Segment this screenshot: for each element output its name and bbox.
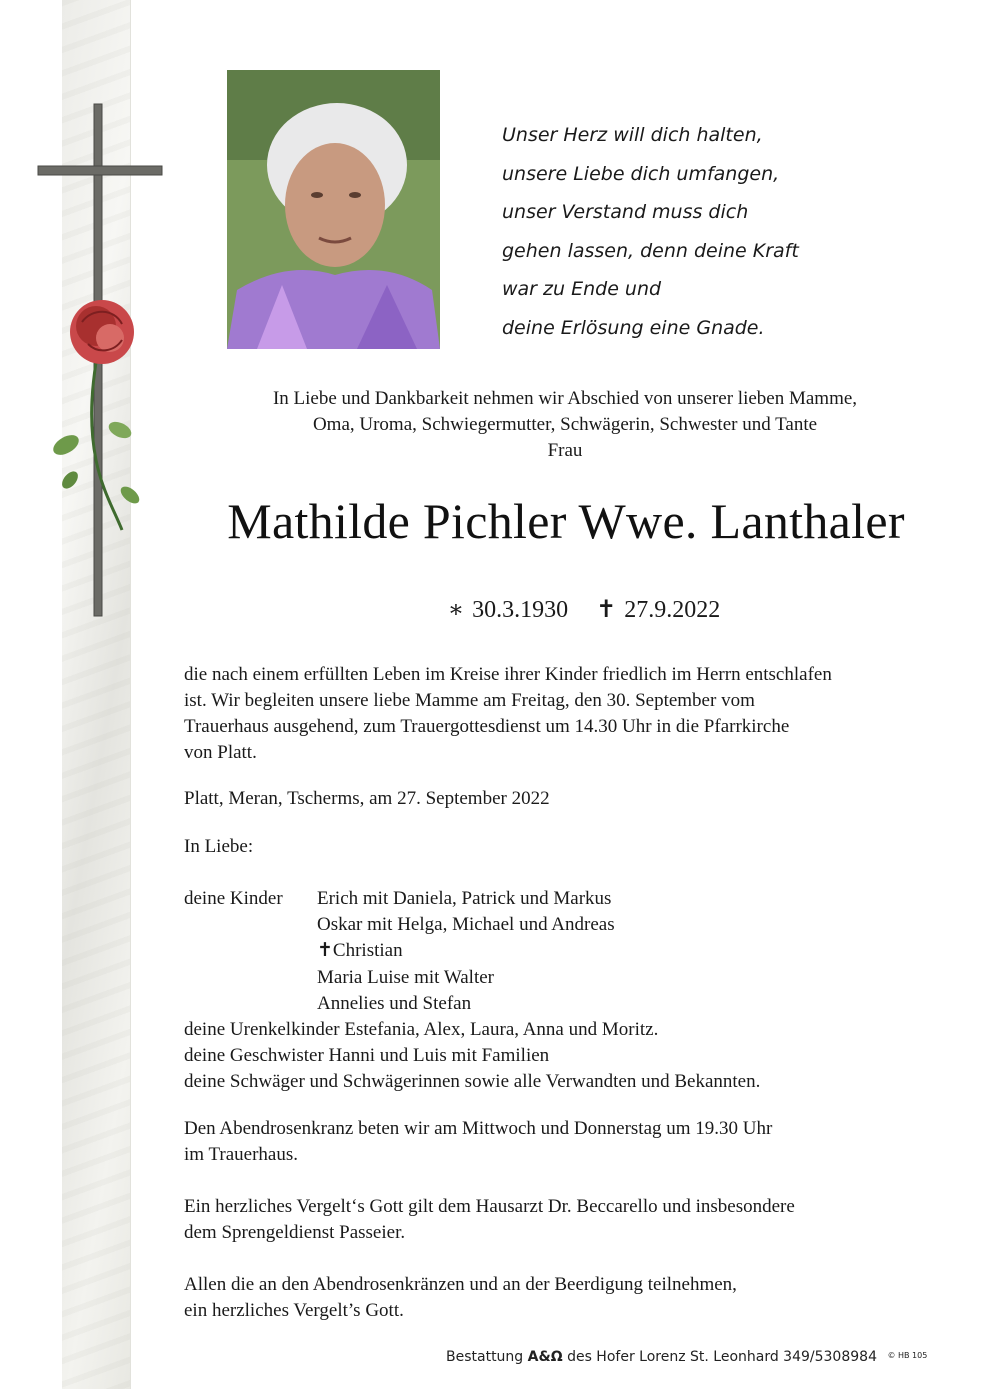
intro-line: Oma, Uroma, Schwiegermutter, Schwägerin, Schwester und Tante: [312, 414, 818, 435]
family-row: [184, 1017, 954, 1043]
closing-paragraph: [184, 1272, 954, 1324]
announcement-paragraph: [184, 662, 954, 766]
rosary-line: im Trauerhaus.: [184, 1144, 298, 1165]
poem-line: gehen lassen, denn deine Kraft: [502, 239, 799, 262]
child-entry: Annelies und Stefan: [317, 992, 472, 1014]
relatives-entry: deine Geschwister Hanni und Luis mit Familien: [184, 1045, 550, 1067]
closing-line: Allen die an den Abendrosenkränzen und an der Beerdigung teilnehmen,: [184, 1274, 737, 1295]
closing-line: ein herzliches Vergelt’s Gott.: [184, 1300, 404, 1321]
rosary-line: Den Abendrosenkranz beten wir am Mittwoch und Donnerstag um 19.30 Uhr: [184, 1118, 773, 1139]
poem-line: unser Verstand muss dich: [502, 201, 749, 223]
announcement-line: ist. Wir begleiten unsere liebe Mamme am Freitag, den 30. September vom: [184, 690, 755, 711]
rosary-paragraph: [184, 1116, 954, 1168]
footer-prefix: Bestattung: [446, 1349, 524, 1365]
announcement-line: von Platt.: [184, 742, 257, 763]
thanks-line: dem Sprengeldienst Passeier.: [184, 1222, 406, 1243]
birth-date: 30.3.1930: [472, 597, 569, 623]
family-row: [184, 991, 954, 1017]
birth-star-icon: ∗: [447, 597, 465, 623]
announcement-line: die nach einem erfüllten Leben im Kreise ihrer Kinder friedlich im Herrn entschlafen: [184, 664, 832, 685]
death-cross-icon: ✝: [596, 597, 617, 623]
relatives-entry: deine Schwäger und Schwägerinnen sowie alle Verwandten und Bekannten.: [184, 1071, 761, 1093]
deceased-name: Mathilde Pichler Wwe. Lanthaler: [227, 493, 905, 549]
life-dates: [300, 594, 860, 626]
family-row: [184, 965, 954, 991]
poem-line: Unser Herz will dich halten,: [502, 124, 763, 146]
family-row: [184, 938, 954, 964]
funeral-home-logo: A&Ω: [527, 1349, 563, 1365]
poem-line: unsere Liebe dich umfangen,: [502, 162, 780, 185]
family-list: [184, 886, 954, 1096]
footer-details: des Hofer Lorenz St. Leonhard 349/5308984: [567, 1349, 877, 1365]
funeral-home-footer: [446, 1349, 966, 1365]
intro-line: In Liebe und Dankbarkeit nehmen wir Abschied von unserer lieben Mamme,: [272, 388, 858, 409]
child-entry: Oskar mit Helga, Michael und Andreas: [317, 914, 615, 936]
thanks-line: Ein herzliches Vergelt‘s Gott gilt dem Hausarzt Dr. Beccarello und insbesondere: [184, 1196, 795, 1217]
children-label: deine Kinder: [184, 888, 283, 909]
place-date: Platt, Meran, Tscherms, am 27. September 2022: [184, 788, 550, 809]
family-row: [184, 1043, 954, 1069]
poem-line: deine Erlösung eine Gnade.: [502, 316, 765, 339]
poem: [502, 116, 922, 347]
child-entry: Maria Luise mit Walter: [317, 966, 494, 988]
family-row: [184, 1069, 954, 1095]
intro-line: Frau: [547, 440, 583, 461]
announcement-body: [184, 662, 954, 1321]
intro-text: [190, 386, 940, 464]
in-liebe-label: In Liebe:: [184, 836, 254, 857]
portrait-photo: [227, 70, 440, 349]
announcement-line: Trauerhaus ausgehend, zum Trauergottesdienst um 14.30 Uhr in die Pfarrkirche: [184, 716, 790, 737]
poem-line: war zu Ende und: [502, 278, 662, 300]
child-entry: ✝Christian: [317, 940, 403, 962]
cross-with-rose-icon: [30, 100, 170, 620]
relatives-entry: deine Urenkelkinder Estefania, Alex, Laura, Anna und Moritz.: [184, 1018, 659, 1040]
child-entry: Erich mit Daniela, Patrick und Markus: [317, 888, 612, 909]
death-date: 27.9.2022: [624, 597, 721, 623]
family-row: [184, 912, 954, 938]
family-row: [184, 886, 954, 912]
footer-code: © HB 105: [887, 1351, 928, 1360]
thanks-paragraph: [184, 1194, 954, 1246]
